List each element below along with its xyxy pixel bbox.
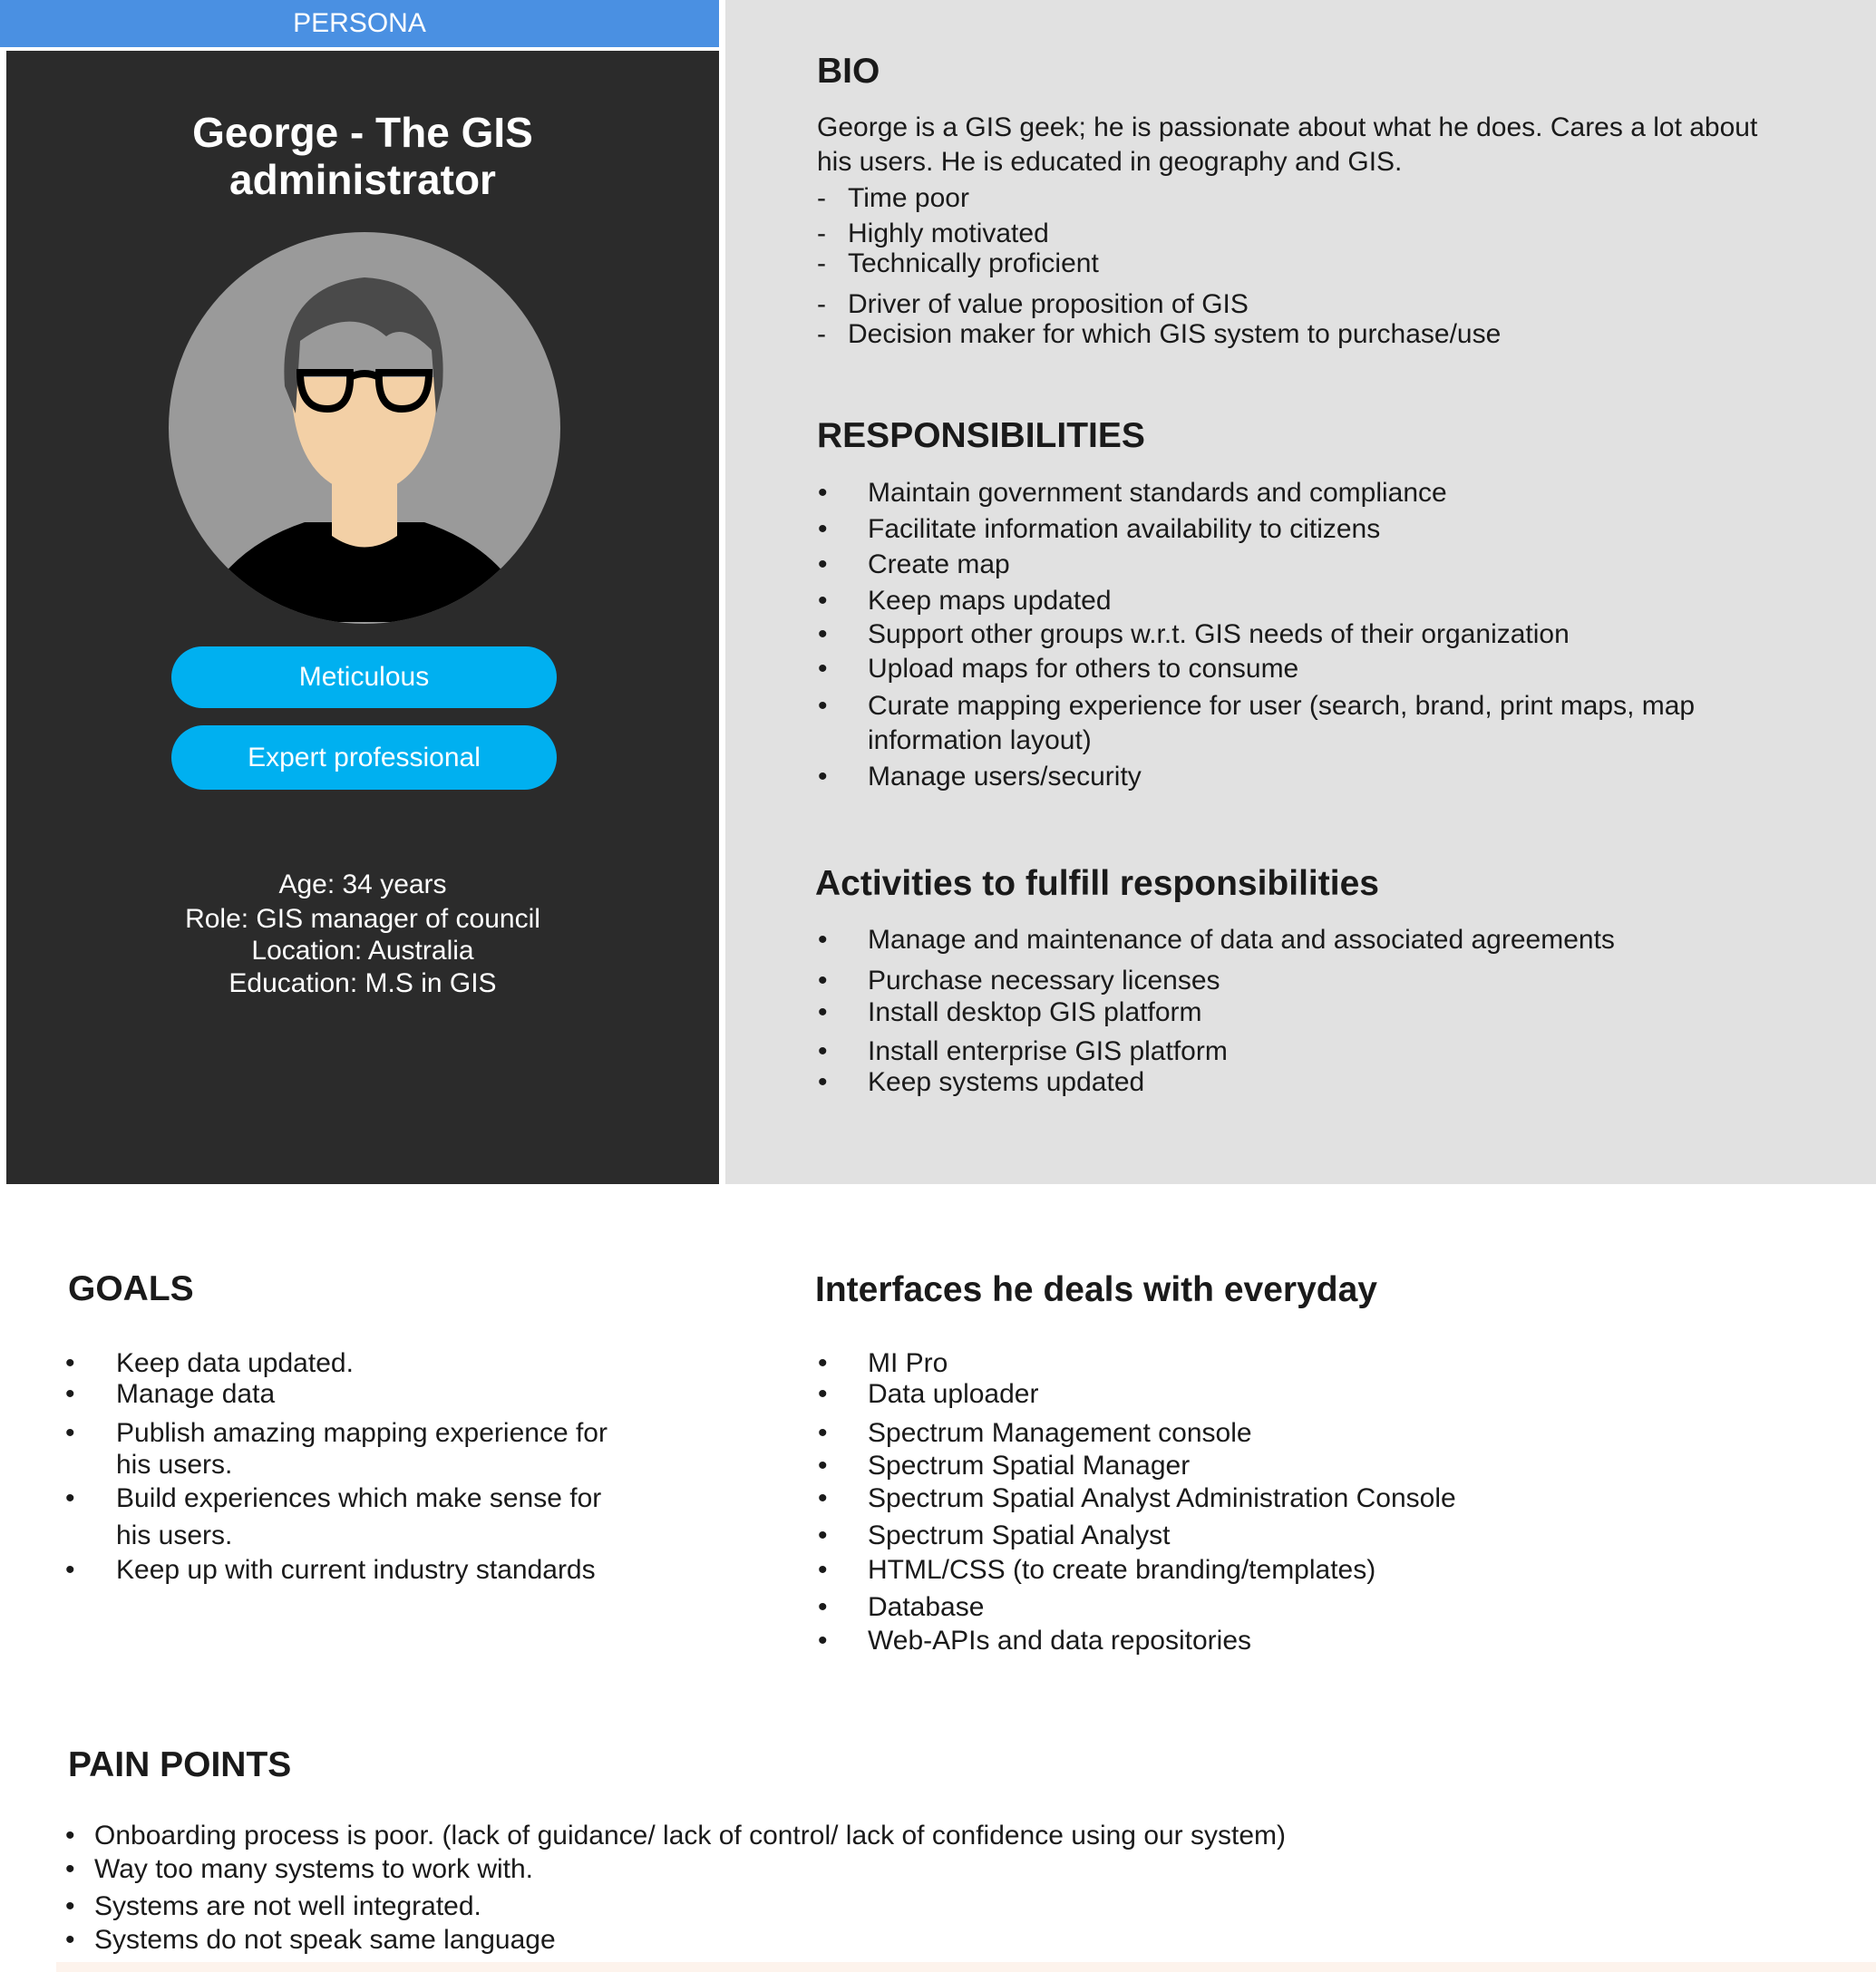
bullet-icon: •	[818, 1451, 828, 1481]
bullet-icon: •	[818, 1036, 828, 1066]
activities-item: Keep systems updated	[868, 1067, 1145, 1097]
bullet-icon: •	[818, 586, 828, 616]
bio-item: Time poor	[848, 183, 969, 213]
bullet-icon: •	[65, 1891, 75, 1921]
bullet-icon: •	[818, 1418, 828, 1448]
responsibilities-item: Curate mapping experience for user (search, brand, print maps, map	[868, 691, 1696, 721]
pain_points-item: Systems do not speak same language	[94, 1925, 556, 1955]
bio-item: Technically proficient	[848, 248, 1099, 278]
persona-header: PERSONA	[0, 0, 719, 47]
bullet-icon: •	[818, 966, 828, 996]
bullet-icon: •	[65, 1348, 75, 1378]
bullet-icon: •	[818, 1520, 828, 1550]
bullet-icon: •	[65, 1821, 75, 1851]
persona-role-title: administrator	[229, 156, 496, 203]
interfaces-item: Spectrum Spatial Analyst Administration Console	[868, 1483, 1456, 1513]
responsibilities-item: Support other groups w.r.t. GIS needs of their organization	[868, 619, 1570, 649]
bullet-icon: •	[65, 1854, 75, 1884]
bullet-icon: •	[818, 549, 828, 579]
bio-paragraph: George is a GIS geek; he is passionate about what he does. Cares a lot about	[817, 112, 1758, 142]
bullet-icon: •	[818, 925, 828, 955]
bullet-icon: •	[65, 1555, 75, 1585]
bullet-icon: •	[818, 1555, 828, 1585]
info-location: Location: Australia	[251, 936, 474, 966]
trait-badge-expert: Expert professional	[171, 725, 557, 790]
goals-item: Keep up with current industry standards	[116, 1555, 596, 1585]
bullet-icon: •	[818, 654, 828, 684]
bullet-icon: •	[818, 1067, 828, 1097]
responsibilities-heading: RESPONSIBILITIES	[817, 416, 1145, 455]
responsibilities-item: Manage users/security	[868, 762, 1142, 792]
bio-paragraph: his users. He is educated in geography and GIS.	[817, 147, 1403, 177]
goals-item: Keep data updated.	[116, 1348, 354, 1378]
interfaces-item: Data uploader	[868, 1379, 1039, 1409]
responsibilities-item: information layout)	[868, 725, 1092, 755]
responsibilities-item: Keep maps updated	[868, 586, 1112, 616]
goals-heading: GOALS	[68, 1269, 194, 1308]
bullet-icon: •	[818, 1348, 828, 1378]
dash-icon: -	[817, 289, 826, 319]
trait-badge-meticulous: Meticulous	[171, 646, 557, 708]
activities-heading: Activities to fulfill responsibilities	[815, 864, 1379, 903]
pain_points-item: Systems are not well integrated.	[94, 1891, 481, 1921]
activities-item: Manage and maintenance of data and associated agreements	[868, 925, 1615, 955]
goals-item: his users.	[116, 1450, 233, 1480]
bio-item: Highly motivated	[848, 219, 1049, 248]
bullet-icon: •	[818, 691, 828, 721]
bullet-icon: •	[818, 1379, 828, 1409]
responsibilities-item: Facilitate information availability to citizens	[868, 514, 1381, 544]
activities-item: Purchase necessary licenses	[868, 966, 1220, 996]
goals-item: Manage data	[116, 1379, 276, 1409]
bullet-icon: •	[818, 478, 828, 508]
persona-name: George - The GIS	[192, 109, 533, 156]
bullet-icon: •	[818, 1626, 828, 1656]
interfaces-item: Web-APIs and data repositories	[868, 1626, 1252, 1656]
avatar	[169, 232, 560, 624]
responsibilities-item: Create map	[868, 549, 1010, 579]
dash-icon: -	[817, 183, 826, 213]
bio-item: Decision maker for which GIS system to purchase/use	[848, 319, 1502, 349]
dash-icon: -	[817, 319, 826, 349]
pain_points-item: Way too many systems to work with.	[94, 1854, 534, 1884]
dash-icon: -	[817, 219, 826, 248]
goals-item: his users.	[116, 1520, 233, 1550]
interfaces-item: Spectrum Management console	[868, 1418, 1252, 1448]
bullet-icon: •	[818, 762, 828, 792]
goals-item: Build experiences which make sense for	[116, 1483, 602, 1513]
bullet-icon: •	[818, 1592, 828, 1622]
interfaces-item: Spectrum Spatial Manager	[868, 1451, 1191, 1481]
bullet-icon: •	[818, 514, 828, 544]
bio-item: Driver of value proposition of GIS	[848, 289, 1249, 319]
dash-icon: -	[817, 248, 826, 278]
interfaces-heading: Interfaces he deals with everyday	[815, 1270, 1377, 1309]
activities-item: Install desktop GIS platform	[868, 997, 1202, 1027]
interfaces-item: Spectrum Spatial Analyst	[868, 1520, 1171, 1550]
info-age: Age: 34 years	[278, 869, 447, 899]
bullet-icon: •	[65, 1379, 75, 1409]
responsibilities-item: Upload maps for others to consume	[868, 654, 1299, 684]
responsibilities-item: Maintain government standards and compliance	[868, 478, 1447, 508]
info-role: Role: GIS manager of council	[185, 904, 540, 934]
pain_points-item: Onboarding process is poor. (lack of guidance/ lack of control/ lack of confidence using our system)	[94, 1821, 1287, 1851]
bullet-icon: •	[818, 997, 828, 1027]
bullet-icon: •	[818, 1483, 828, 1513]
bullet-icon: •	[818, 619, 828, 649]
interfaces-item: HTML/CSS (to create branding/templates)	[868, 1555, 1376, 1585]
footer-strip	[56, 1962, 1876, 1972]
goals-item: Publish amazing mapping experience for	[116, 1418, 608, 1448]
bullet-icon: •	[65, 1418, 75, 1448]
pain_points-heading: PAIN POINTS	[68, 1745, 292, 1784]
interfaces-item: Database	[868, 1592, 985, 1622]
activities-item: Install enterprise GIS platform	[868, 1036, 1228, 1066]
bullet-icon: •	[65, 1483, 75, 1513]
bio-heading: BIO	[817, 52, 880, 91]
bullet-icon: •	[65, 1925, 75, 1955]
info-education: Education: M.S in GIS	[228, 968, 497, 998]
interfaces-item: MI Pro	[868, 1348, 948, 1378]
